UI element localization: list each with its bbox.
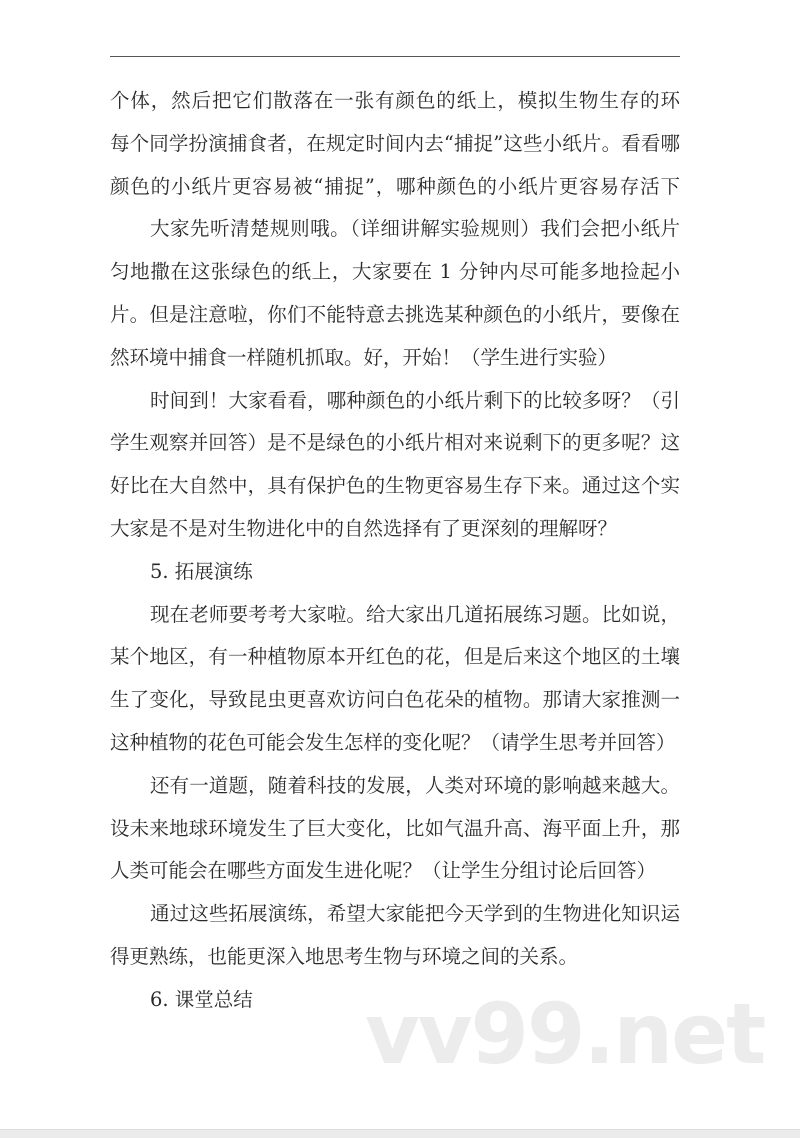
text-line: 某个地区，有一种植物原本开红色的花，但是后来这个地区的土壤 [110,645,680,669]
text-line: 颜色的小纸片更容易被“捕捉”，哪种颜色的小纸片更容易存活下 [110,174,680,198]
text-line: 还有一道题，随着科技的发展，人类对环境的影响越来越大。 [150,773,680,797]
text-line: 生了变化，导致昆虫更喜欢访问白色花朵的植物。那请大家推测一 [110,688,680,712]
text-line: 片。但是注意啦，你们不能特意去挑选某种颜色的小纸片，要像在 [110,302,680,326]
text-line: 学生观察并回答）是不是绿色的小纸片相对来说剩下的更多呢？这 [110,431,680,455]
text-line: 5. 拓展演练 [150,559,253,583]
text-line: 这种植物的花色可能会发生怎样的变化呢？（请学生思考并回答） [110,730,676,754]
text-line: 大家先听清楚规则哦。（详细讲解实验规则）我们会把小纸片 [150,217,680,241]
text-line: 每个同学扮演捕食者，在规定时间内去“捕捉”这些小纸片。看看哪 [110,131,680,155]
text-line: 好比在大自然中，具有保护色的生物更容易生存下来。通过这个实 [110,474,680,498]
text-line: 得更熟练，也能更深入地思考生物与环境之间的关系。 [110,944,579,968]
text-line: 人类可能会在哪些方面发生进化呢？（让学生分组讨论后回答） [110,859,657,883]
text-line: 大家是不是对生物进化中的自然选择有了更深刻的理解呀？ [110,516,618,540]
watermark: vv99.net [365,985,765,1083]
text-line: 匀地撒在这张绿色的纸上，大家要在 1 分钟内尽可能多地捡起小 [110,260,680,284]
text-line: 设未来地球环境发生了巨大变化，比如气温升高、海平面上升，那 [110,816,680,840]
header-rule [110,56,680,57]
text-line: 现在老师要考考大家啦。给大家出几道拓展练习题。比如说， [150,602,680,626]
text-line: 个体，然后把它们散落在一张有颜色的纸上，模拟生物生存的环 [110,89,680,112]
text-line: 时间到！大家看看，哪种颜色的小纸片剩下的比较多呀？（引 [150,388,680,412]
document-body [110,80,680,1022]
text-line: 6. 课堂总结 [150,987,253,1011]
text-line: 然环境中捕食一样随机抓取。好，开始！（学生进行实验） [110,345,618,369]
text-line: 通过这些拓展演练，希望大家能把今天学到的生物进化知识运 [150,902,680,926]
